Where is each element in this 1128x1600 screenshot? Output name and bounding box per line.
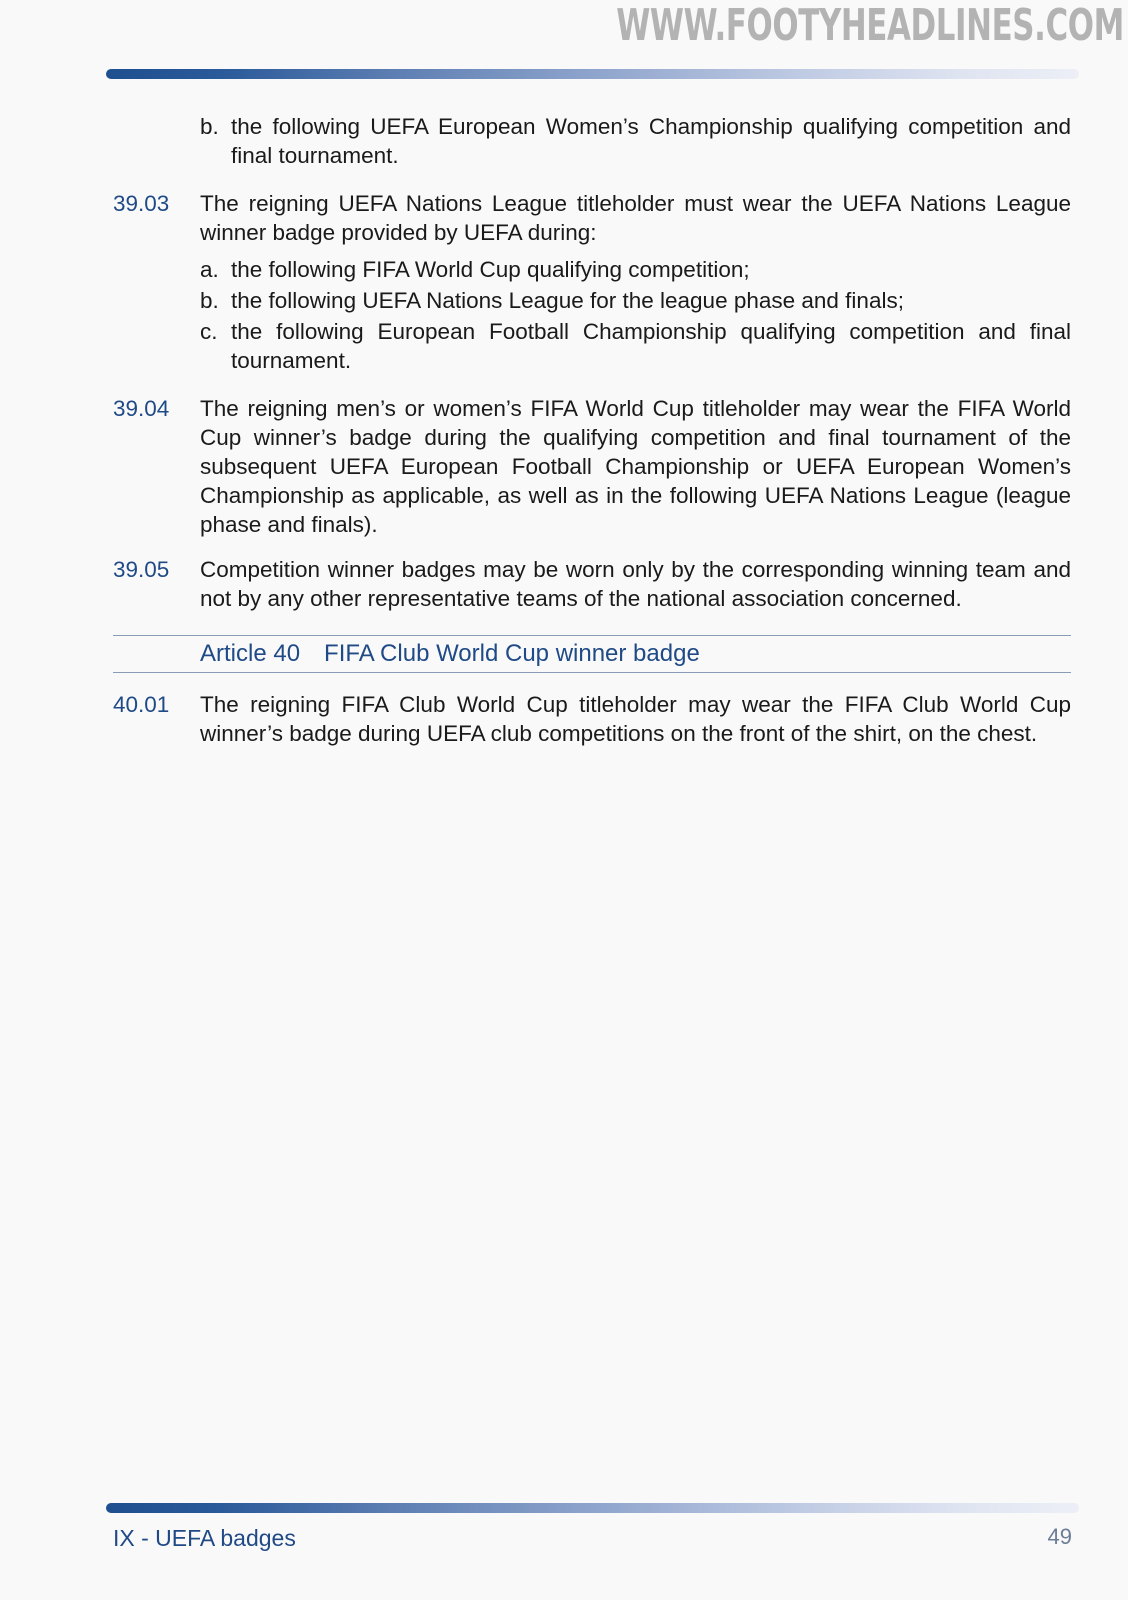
clause-text-39-04: The reigning men’s or women’s FIFA World Cup titleholder may wear the FIFA World Cup winner’s badge during the qualifying competition and final tournament of the subsequent UEFA European Football Championship or UEFA European Women’s Championship as applicable, as well as in the following UEFA Nations League (league phase and finals).	[200, 396, 1071, 537]
clause-text-39-03: The reigning UEFA Nations League titleholder must wear the UEFA Nations League winner badge provided by UEFA during:	[200, 191, 1071, 245]
footer-section-title: IX - UEFA badges	[113, 1525, 296, 1551]
header-rule	[106, 69, 1079, 79]
list-item	[200, 255, 1071, 284]
list-item	[200, 112, 1071, 170]
article-heading: Article 40 FIFA Club World Cup winner badge	[200, 640, 700, 667]
list-item-letter: b.	[200, 114, 219, 139]
page-number: 49	[1047, 1524, 1072, 1549]
clause-number-39-04: 39.04	[113, 396, 170, 421]
clause-number-40-01: 40.01	[113, 692, 170, 717]
list-item-letter: c.	[200, 319, 218, 344]
clause-number-39-03: 39.03	[113, 191, 170, 216]
watermark: WWW.FOOTYHEADLINES.COM	[616, 0, 1124, 51]
clause-number-39-05: 39.05	[113, 557, 170, 582]
list-item-text: the following UEFA European Women’s Championship qualifying competition and final tournament.	[231, 114, 1071, 168]
clause-text-40-01: The reigning FIFA Club World Cup titleholder may wear the FIFA Club World Cup winner’s badge during UEFA club competitions on the front of the shirt, on the chest.	[200, 692, 1071, 746]
clause-text-39-05: Competition winner badges may be worn only by the corresponding winning team and not by any other representative teams of the national association concerned.	[200, 557, 1071, 611]
list-item	[200, 286, 1071, 315]
footer-rule	[106, 1503, 1079, 1513]
list-item	[200, 317, 1071, 375]
list-item-letter: b.	[200, 288, 219, 313]
list-item-text: the following FIFA World Cup qualifying competition;	[231, 257, 750, 282]
list-item-letter: a.	[200, 257, 219, 282]
list-item-text: the following UEFA Nations League for the league phase and finals;	[231, 288, 904, 313]
list-item-text: the following European Football Championship qualifying competition and final tournament.	[231, 319, 1071, 373]
article-heading-box	[113, 635, 1071, 673]
